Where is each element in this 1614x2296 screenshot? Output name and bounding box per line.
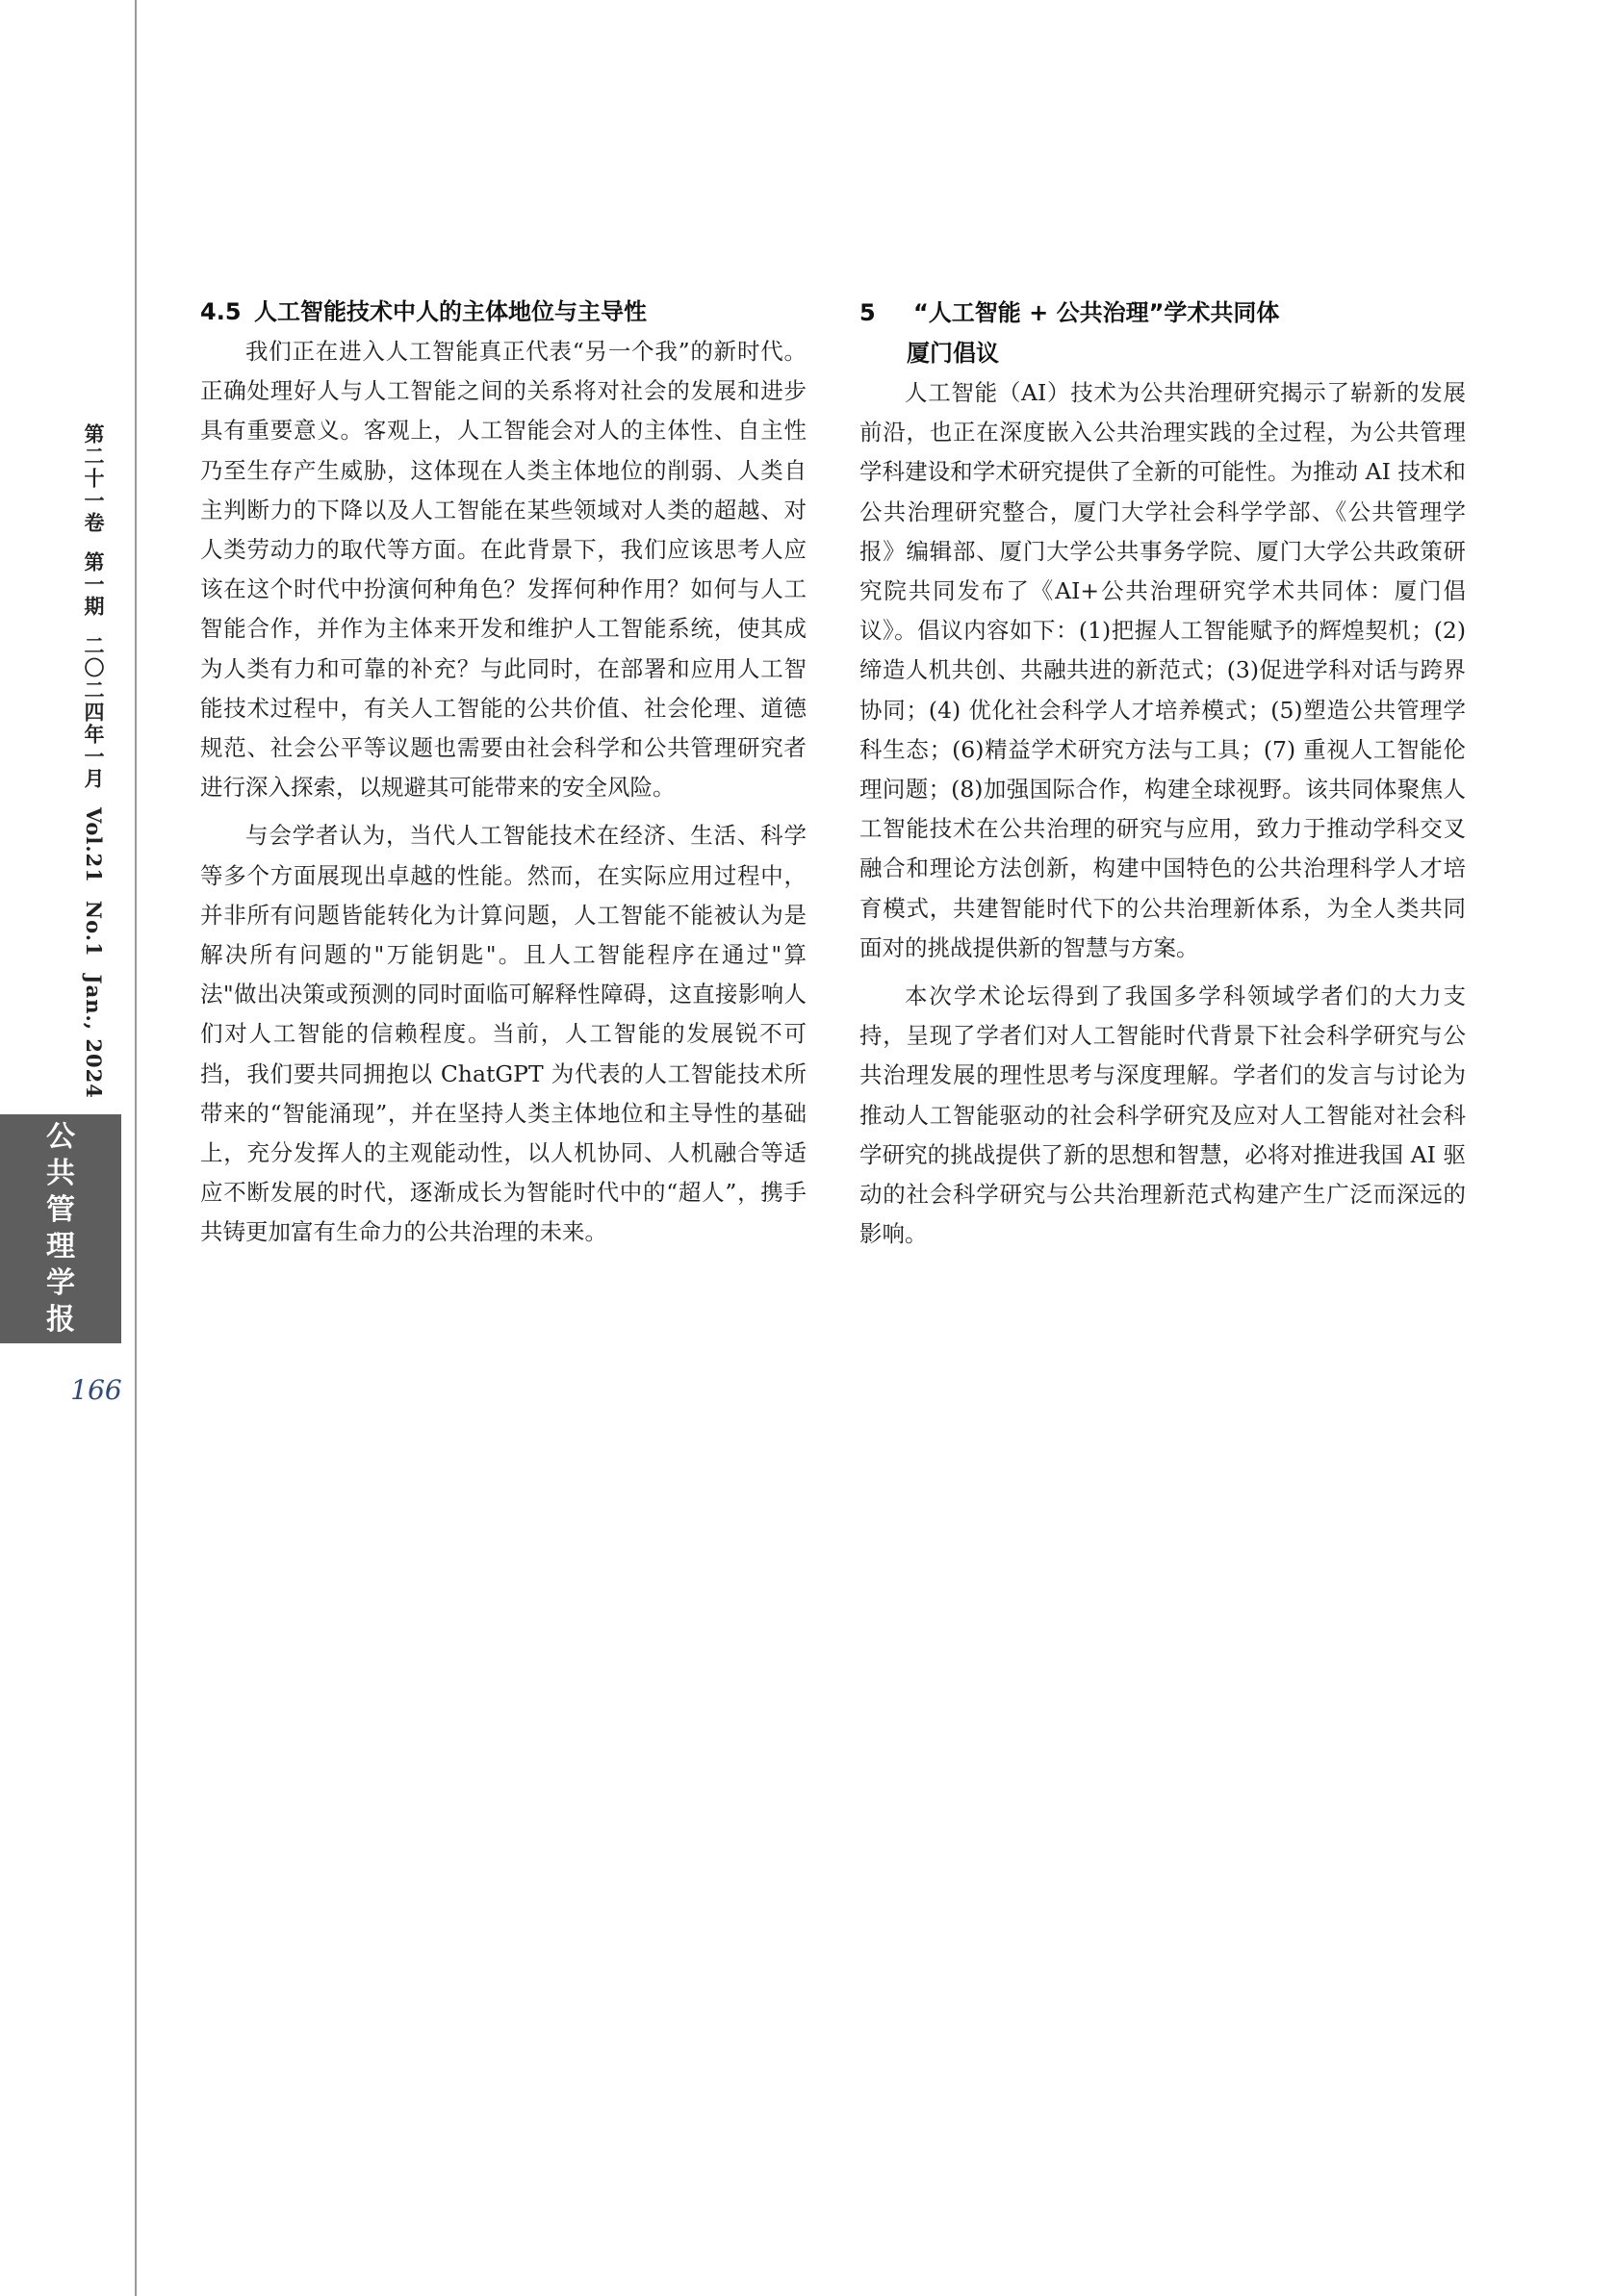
body-paragraph: 我们正在进入人工智能真正代表“另一个我”的新时代。正确处理好人与人工智能之间的关系将对社会的发展和进步具有重要意义。客观上，人工智能会对人的主体性、自主性乃至生存产生威胁，这体现在人类主体地位的削弱、人类自主判断力的下降以及人工智能在某些领域对人类的超越、对人类劳动力的取代等方面。在此背景下，我们应该思考人应该在这个时代中扮演何种角色？发挥何种作用？如何与人工智能合作，并作为主体来开发和维护人工智能系统，使其成为人类有力和可靠的补充？与此同时，在部署和应用人工智能技术过程中，有关人工智能的公共价值、社会伦理、道德规范、社会公平等议题也需要由社会科学和公共管理研究者进行深入探索，以规避其可能带来的安全风险。 (200, 338, 807, 802)
section-heading-4-5 (200, 293, 807, 332)
margin-rule (135, 0, 137, 2296)
journal-char: 学 (46, 1266, 75, 1300)
journal-char: 报 (46, 1303, 75, 1337)
section-number: 4.5 (200, 298, 242, 325)
journal-name-block (0, 1114, 121, 1343)
section-title: “人工智能 + 公共治理”学术共同体 (913, 299, 1280, 326)
no-en-label: No.1 (82, 900, 106, 957)
left-column (200, 293, 807, 1253)
vol-en-label: Vol.21 (82, 807, 106, 883)
section-title: 人工智能技术中人的主体地位与主导性 (254, 298, 647, 325)
journal-char: 管 (46, 1193, 75, 1227)
body-paragraph: 与会学者认为，当代人工智能技术在经济、生活、科学等多个方面展现出卓越的性能。然而，在实际应用过程中，并非所有问题皆能转化为计算问题，人工智能不能被认为是解决所有问题的"万能钥匙"。且人工智能程序在通过"算法"做出决策或预测的同时面临可解释性障碍，这直接影响人们对人工智能的信赖程度。当前，人工智能的发展锐不可挡，我们要共同拥抱以 ChatGPT 为代表的人工智能技术所带来的“智能涌现”，并在坚持人类主体地位和主导性的基础上，充分发挥人的主观能动性，以人机协同、人机融合等适应不断发展的时代，逐渐成长为智能时代中的“超人”，携手共铸更加富有生命力的公共治理的未来。 (200, 822, 807, 1246)
volume-issue-info (79, 423, 108, 1099)
issue-label: 第一期 (82, 551, 106, 618)
journal-char: 理 (46, 1230, 75, 1263)
body-paragraph: 人工智能（AI）技术为公共治理研究揭示了崭新的发展前沿，也正在深度嵌入公共治理实践的全过程，为公共管理学科建设和学术研究提供了全新的可能性。为推动 AI 技术和公共治理研究整合，厦门大学社会科学学部、《公共管理学报》编辑部、厦门大学公共事务学院、厦门大学公共政策研究院共同发布了《AI+公共治理研究学术共同体：厦门倡议》。倡议内容如下：(1)把握人工智能赋予的辉煌契机；(2)缔造人机共创、共融共进的新范式；(3)促进学科对话与跨界协同；(4) 优化社会科学人才培养模式；(5)塑造公共管理学科生态；(6)精益学术研究方法与工具；(7) 重视人工智能伦理问题；(8)加强国际合作，构建全球视野。该共同体聚焦人工智能技术在公共治理的研究与应用，致力于推动学科交叉融合和理论方法创新，构建中国特色的公共治理科学人才培育模式，共建智能时代下的公共治理新体系，为全人类共同面对的挑战提供新的智慧与方案。 (859, 379, 1466, 961)
date-en-label: Jan., 2024 (82, 974, 106, 1099)
section-heading-5 (859, 293, 1466, 373)
right-column (859, 293, 1466, 1254)
body-paragraph: 本次学术论坛得到了我国多学科领域学者们的大力支持，呈现了学者们对人工智能时代背景下社会科学研究与公共治理发展的理性思考与深度理解。学者们的发言与讨论为推动人工智能驱动的社会科学研究及应对人工智能对社会科学研究的挑战提供了新的思想和智慧，必将对推进我国 AI 驱动的社会科学研究与公共治理新范式构建产生广泛而深远的影响。 (859, 982, 1466, 1248)
volume-label: 第二十一卷 (82, 423, 106, 534)
journal-char: 共 (46, 1157, 75, 1190)
journal-char: 公 (46, 1120, 75, 1154)
date-cn-label: 二〇二四年一月 (82, 635, 106, 790)
section-number: 5 (859, 299, 876, 326)
section-title-continued: 厦门倡议 (907, 340, 999, 367)
page-number: 166 (70, 1374, 122, 1406)
